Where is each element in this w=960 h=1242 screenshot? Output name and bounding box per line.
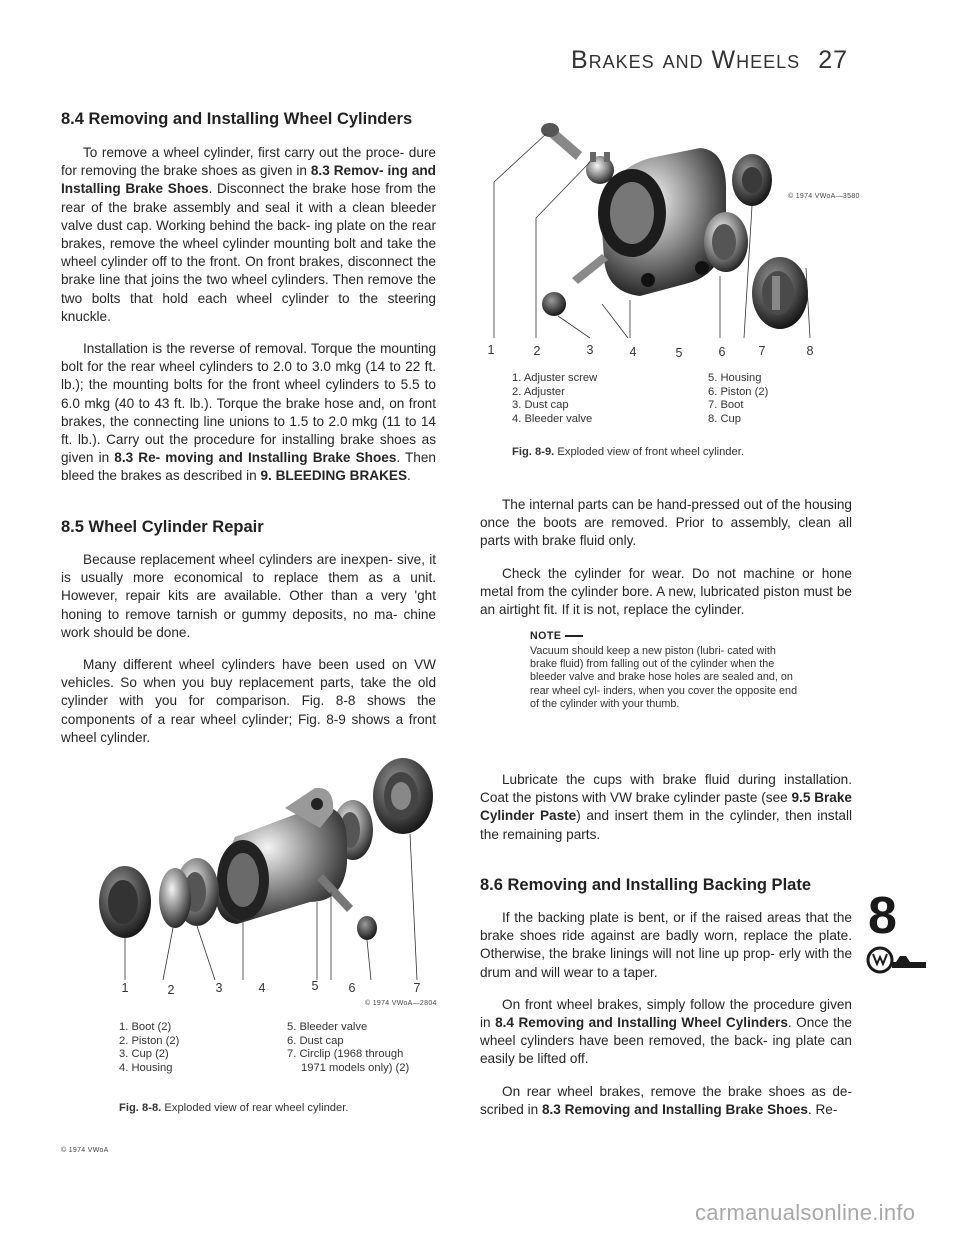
cup-left-part	[159, 868, 191, 928]
section-8-6-para2: On front wheel brakes, simply follow the procedure given in 8.4 Removing and Installing Wheel Cylinders. Once the wheel cylinders have been removed, the back- ing plate can easily be lifted off.	[480, 996, 852, 1067]
vw-logo-icon	[866, 946, 930, 976]
fig88-legend-right: 5. Bleeder valve 6. Dust cap 7. Circlip (1968 through 1971 models only) (2)	[287, 1021, 410, 1074]
piston-part-front	[704, 212, 748, 272]
note-title: NOTE	[530, 630, 805, 642]
xref-9[interactable]: 9. BLEEDING BRAKES	[260, 468, 408, 484]
dust-cap-part-front	[542, 292, 566, 316]
running-head	[571, 46, 848, 75]
fig88-callout-2: 2	[167, 983, 175, 997]
xref-8-3-c[interactable]: 8.3 Removing and Installing Brake Shoes	[541, 1101, 808, 1117]
section-8-5-body	[61, 551, 436, 747]
fig89-callout-4: 4	[629, 345, 637, 359]
section-8-5-para2: Many different wheel cylinders have been used on VW vehicles. So when you buy replacement parts, take the old cylinder with you for comparison. Fig. 8-8 shows the components of a rear wheel cylinder; Fig. 8-9 shows a front wheel cylinder.	[61, 657, 436, 745]
bleeder-valve-part-front	[572, 254, 608, 284]
fig88-callout-1: 1	[121, 981, 129, 995]
heading-8-5: 8.5 Wheel Cylinder Repair	[61, 518, 264, 536]
right-para3: Lubricate the cups with brake fluid during installation. Coat the pistons with VW brake cylinder paste (see 9.5 Brake Cylinder Paste) and insert them in the cylinder, then install the remaining parts.	[480, 772, 852, 842]
xref-8-4[interactable]: 8.4 Removing and Installing Wheel Cylinders	[495, 1015, 788, 1031]
housing-part	[215, 788, 347, 924]
fig89-caption: Fig. 8-9. Exploded view of front wheel cylinder.	[512, 446, 744, 458]
fig88-caption: Fig. 8-8. Exploded view of rear wheel cylinder.	[119, 1102, 349, 1114]
fig88-legend-left: 1. Boot (2) 2. Piston (2) 3. Cup (2) 4. Housing	[119, 1021, 180, 1074]
section-8-4-body	[61, 144, 436, 486]
section-tab-number: 8	[868, 887, 897, 945]
heading-8-4: 8.4 Removing and Installing Wheel Cylinders	[61, 110, 413, 128]
right-para2: Check the cylinder for wear. Do not machine or hone metal from the cylinder bore. A new, lubricated piston must be an airtight fit. If it is not, replace the cylinder.	[480, 565, 852, 618]
section-8-6-body	[480, 909, 852, 1119]
xref-8-3[interactable]: 8.3 Remov- ing and Installing Brake Shoes	[61, 163, 436, 197]
footer-watermark[interactable]: carmanualsonline.info	[695, 1200, 916, 1225]
fig88-callout-7: 7	[413, 981, 421, 995]
right-column-body	[480, 496, 852, 619]
section-8-6-para1: If the backing plate is bent, or if the raised areas that the brake shoes ride against are badly worn, replace the plate. Otherwise, the brake linings will not line up prop- erly with the drum and will wear to a taper.	[480, 910, 852, 980]
cup-part-front	[752, 257, 808, 329]
section-8-4-para2: Installation is the reverse of removal. Torque the mounting bolt for the rear wheel cylinders to 2.0 to 3.0 mkg (14 to 22 ft. lb.); the mounting bolts for the front wheel cylinders to 5.5 to 6.0 mkg (40 to 43 ft. lb.). Torque the brake hose and, on front brakes, the connecting line unions to 1.5 to 2.0 mkg (11 to 14 ft. lb.). Carry out the procedure for installing brake shoes as given in 8.3 Re- moving and Installing Brake Shoes. Then bleed the brakes as described in 9. BLEEDING BRAKES.	[61, 341, 436, 484]
section-8-4-para1: To remove a wheel cylinder, first carry out the proce- dure for removing the brake shoes as given in 8.3 Remov- ing and Installing Brake Shoes. Disconnect the brake hose from the rear of the brake assembly and seal it with a clean bleeder valve dust cap. Working behind the back- ing plate on the rear brakes, remove the wheel cylinder mounting bolt and take the wheel cylinder off to the front. On front brakes, disconnect the brake line that joins the two wheel cylinders. Then remove the two bolts that hold each wheel cylinder to the steering knuckle.	[61, 145, 436, 324]
section-8-6-para3: On rear wheel brakes, remove the brake shoes as de- scribed in 8.3 Removing and Installing Brake Shoes. Re-	[480, 1083, 852, 1117]
fig88-callout-3: 3	[215, 981, 223, 995]
fig88-callout-6: 6	[348, 981, 356, 995]
housing-part-front	[598, 148, 726, 296]
front-wheel-cylinder-illustration	[480, 108, 825, 358]
fig89-callout-1: 1	[487, 343, 495, 357]
right-para1: The internal parts can be hand-pressed out of the housing once the boots are removed. Prior to assembly, clean all parts with brake fluid only.	[480, 497, 852, 549]
fig89-legend-left: 1. Adjuster screw 2. Adjuster 3. Dust cap 4. Bleeder valve	[512, 372, 598, 425]
fig89-callout-2: 2	[533, 344, 541, 358]
fig88-copyright: © 1974 VWoA—2804	[365, 1000, 437, 1007]
fig89-copyright: © 1974 VWoA—3580	[788, 193, 860, 200]
fig89-callout-7: 7	[758, 344, 766, 358]
section-8-5-para1: Because replacement wheel cylinders are inexpen- sive, it is usually more economical to replace them as a unit. However, repair kits are available. Other than a very 'ght honing to remove tarnish or gummy deposits, no ma- chine work should be done.	[61, 552, 436, 640]
fig89-callout-8: 8	[806, 344, 814, 358]
note-text: Vacuum should keep a new piston (lubri- cated with brake fluid) from falling out of the cylinder when the bleeder valve and brake hose holes are sealed and, on rear wheel cyl- inders, when you cover the opposite end of the cylinder with your thumb.	[530, 645, 798, 710]
adjuster-screw-part	[541, 123, 582, 160]
note-box	[530, 630, 805, 711]
xref-8-3-b[interactable]: 8.3 Re- moving and Installing Brake Shoes	[114, 450, 397, 466]
boot-right-part	[373, 758, 433, 834]
fig88-callout-5: 5	[311, 979, 319, 993]
right-column-body-2	[480, 771, 852, 844]
page-copyright: © 1974 VWoA	[61, 1147, 109, 1154]
page-number: 27	[818, 46, 848, 74]
fig89-legend-right: 5. Housing 6. Piston (2) 7. Boot 8. Cup	[708, 372, 769, 425]
running-head-title: Brakes and Wheels	[570, 46, 801, 74]
fig89-callout-6: 6	[718, 345, 726, 359]
xref-9-5[interactable]: 9.5 Brake Cylinder Paste	[480, 790, 852, 824]
boot-left-part	[99, 866, 151, 938]
boot-part-front	[732, 154, 772, 206]
dust-cap-part	[357, 916, 377, 940]
rear-wheel-cylinder-illustration	[85, 752, 445, 992]
adjuster-part	[586, 152, 614, 184]
fig89-callout-5: 5	[675, 346, 683, 360]
fig89-callout-3: 3	[586, 343, 594, 357]
heading-8-6: 8.6 Removing and Installing Backing Plate	[480, 876, 811, 894]
fig88-callout-4: 4	[258, 981, 266, 995]
